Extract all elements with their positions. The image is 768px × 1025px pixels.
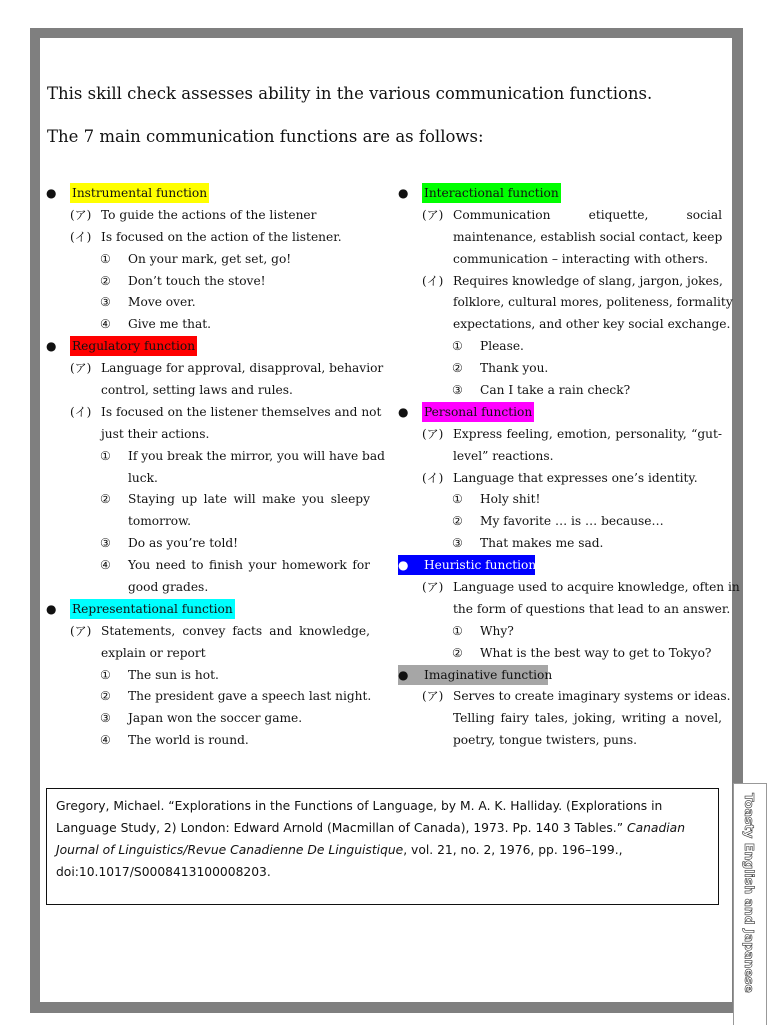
example-number: ③ [452, 536, 463, 551]
example-text: On your mark, get set, go! [128, 251, 292, 266]
section-heading-interactional [398, 183, 722, 205]
heading-label-instrumental: Instrumental function [70, 183, 209, 203]
imaginative-a-line2: Telling fairy tales, joking, writing a novel, [453, 711, 722, 726]
example-number: ④ [100, 733, 111, 748]
example-number: ③ [100, 295, 111, 310]
example-text: Don’t touch the stove! [128, 273, 266, 288]
bullet-icon: ● [398, 404, 409, 419]
section-heading-heuristic [398, 555, 722, 577]
personal-a-line1: Express feeling, emotion, personality, “gut- [453, 426, 722, 441]
example-number: ④ [100, 317, 111, 332]
sub-marker-i: (イ) [70, 404, 92, 419]
citation-text: Gregory, Michael. “Explorations in the Functions of Language, by M. A. K. Halliday. (Explorations in Language Study, 2) London: Edward Arnold (Macmillan of Canada), 1973. Pp. 140 3 Tables.” [56, 799, 663, 835]
imaginative-a-line1: Serves to create imaginary systems or ideas. [453, 689, 731, 704]
bullet-icon: ● [398, 186, 409, 200]
example-number: ② [452, 514, 463, 529]
heading-label-imaginative: Imaginative function [424, 667, 553, 682]
heading-label-heuristic: Heuristic function [424, 558, 537, 573]
example-text: The world is round. [128, 733, 249, 748]
side-tab-label: Toasty English and Japanese [742, 793, 757, 993]
example-text: You need to finish your homework for [128, 558, 370, 573]
imaginative-a-line3: poetry, tongue twisters, puns. [453, 733, 637, 748]
example-number: ④ [100, 558, 111, 573]
heading-label-interactional: Interactional function [422, 183, 561, 203]
example-number: ② [100, 492, 111, 507]
citation-box [46, 788, 719, 905]
bullet-hollow-icon: ● [398, 558, 409, 573]
example-text: That makes me sad. [480, 536, 604, 551]
example-text: Why? [480, 623, 514, 638]
heading-label-representational: Representational function [70, 599, 235, 619]
example-text: Staying up late will make you sleepy [128, 492, 370, 507]
sub-marker-i: (イ) [422, 273, 444, 288]
example-number: ② [100, 689, 111, 704]
citation-journal: Canadian Journal of Linguistics/Revue Canadienne De Linguistique [56, 821, 686, 857]
bullet-icon: ● [46, 186, 57, 200]
example-number: ① [100, 251, 111, 266]
example-text-cont: luck. [128, 470, 158, 485]
interactional-i-line2: folklore, cultural mores, politeness, formality [453, 295, 733, 310]
example-number: ③ [100, 536, 111, 551]
example-text: Please. [480, 339, 524, 354]
example-text: The sun is hot. [128, 667, 219, 682]
representational-a-line2: explain or report [101, 645, 206, 660]
example-text-cont: good grades. [128, 580, 209, 595]
example-text: What is the best way to get to Tokyo? [480, 645, 712, 660]
sub-marker-a: (ア) [70, 207, 92, 222]
section-heading-instrumental [46, 183, 370, 205]
example-number: ① [100, 667, 111, 682]
example-text: Give me that. [128, 317, 212, 332]
example-text: If you break the mirror, you will have bad [128, 448, 385, 463]
instrumental-i: Is focused on the action of the listener. [101, 229, 342, 244]
heuristic-a-line1: Language used to acquire knowledge, often in [453, 580, 740, 595]
example-text: The president gave a speech last night. [128, 689, 372, 704]
example-text: Holy shit! [480, 492, 541, 507]
section-heading-imaginative [398, 665, 722, 687]
example-number: ② [452, 361, 463, 376]
example-text: Thank you. [480, 361, 549, 376]
heading-label-personal: Personal function [422, 402, 534, 422]
example-number: ② [100, 273, 111, 288]
example-text: Do as you’re told! [128, 536, 239, 551]
intro-line-2: The 7 main communication functions are as follows: [47, 127, 484, 146]
regulatory-a-line1: Language for approval, disapproval, behavior [101, 361, 384, 376]
sub-marker-a: (ア) [70, 361, 92, 376]
intro-line-1: This skill check assesses ability in the various communication functions. [47, 84, 653, 103]
example-number: ② [452, 645, 463, 660]
section-heading-representational [46, 599, 370, 621]
sub-marker-a: (ア) [422, 689, 444, 704]
representational-a-line1: Statements, convey facts and knowledge, [101, 623, 370, 638]
sub-marker-i: (イ) [422, 470, 444, 485]
section-heading-regulatory [46, 336, 370, 358]
personal-i: Language that expresses one’s identity. [453, 470, 698, 485]
example-number: ① [452, 492, 463, 507]
example-text: Can I take a rain check? [480, 383, 631, 398]
bullet-icon: ● [46, 601, 57, 616]
sub-marker-a: (ア) [422, 207, 444, 222]
right-column [398, 183, 740, 752]
regulatory-a-line2: control, setting laws and rules. [101, 383, 293, 398]
example-number: ③ [100, 711, 111, 726]
sub-marker-a: (ア) [70, 623, 92, 638]
instrumental-a: To guide the actions of the listener [101, 207, 317, 222]
example-number: ① [452, 339, 463, 354]
bullet-icon: ● [46, 339, 57, 354]
sub-marker-a: (ア) [422, 580, 444, 595]
personal-a-line2: level” reactions. [453, 448, 554, 463]
example-text: My favorite … is … because… [480, 514, 664, 529]
example-text: Japan won the soccer game. [128, 711, 303, 726]
sub-marker-i: (イ) [70, 229, 92, 244]
interactional-a-line2: maintenance, establish social contact, keep [453, 229, 723, 244]
interactional-i-line1: Requires knowledge of slang, jargon, jokes, [453, 273, 723, 288]
sub-marker-a: (ア) [422, 426, 444, 441]
example-number: ③ [452, 383, 463, 398]
interactional-i-line3: expectations, and other key social exchange. [453, 317, 731, 332]
left-column [46, 183, 385, 752]
example-text-cont: tomorrow. [128, 514, 191, 529]
example-number: ① [452, 623, 463, 638]
bullet-icon: ● [398, 667, 409, 682]
heuristic-a-line2: the form of questions that lead to an answer. [453, 601, 731, 616]
example-number: ① [100, 448, 111, 463]
example-text: Move over. [128, 295, 196, 310]
section-heading-personal [398, 402, 722, 424]
citation-details: , vol. 21, no. 2, 1976, pp. 196–199., doi:10.1017/S0008413100008203. [56, 843, 623, 879]
interactional-a-line1: Communication etiquette, social [453, 207, 722, 222]
interactional-a-line3: communication – interacting with others. [453, 251, 709, 266]
regulatory-i-line1: Is focused on the listener themselves and not [101, 404, 382, 419]
heading-label-regulatory: Regulatory function [70, 336, 197, 356]
regulatory-i-line2: just their actions. [101, 426, 210, 441]
